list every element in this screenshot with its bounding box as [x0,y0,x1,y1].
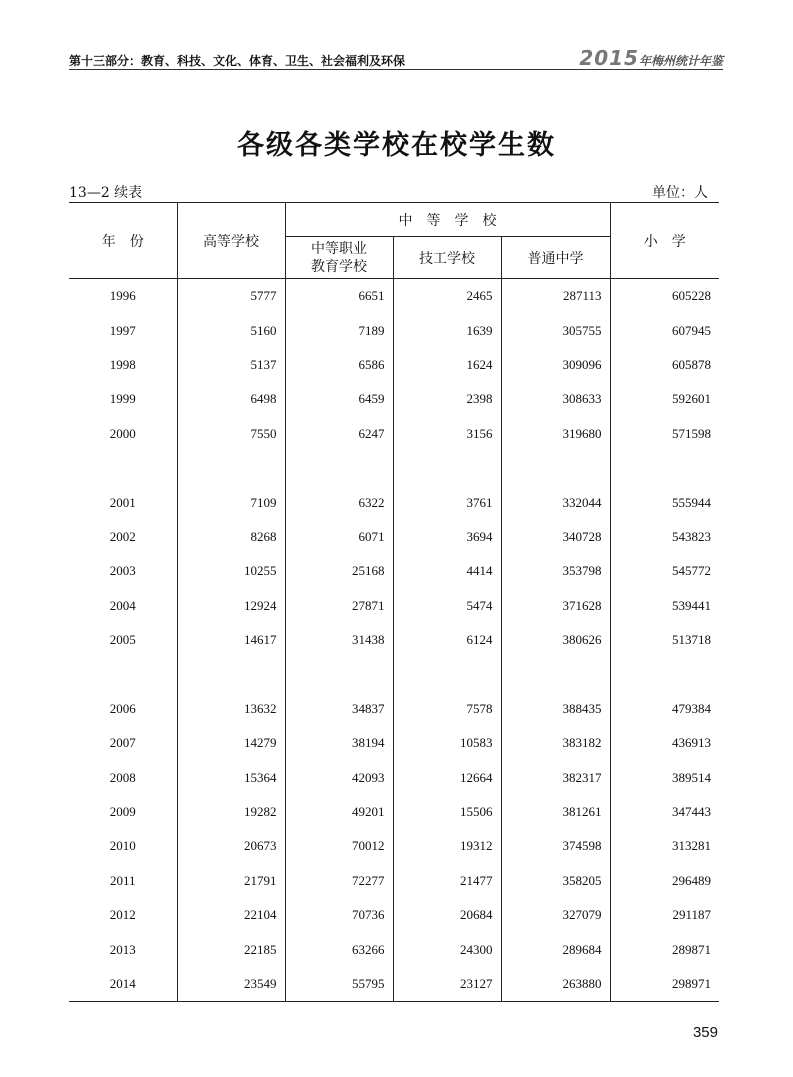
cell-technical: 3156 [393,417,501,451]
cell-year: 2001 [109,494,136,510]
cell-vocational: 7189 [285,313,393,347]
cell-primary: 291187 [610,898,719,932]
cell-technical: 3761 [393,485,501,519]
cell-higher: 22104 [177,898,285,932]
table-row [69,589,719,623]
cell-vocational: 6247 [285,417,393,451]
cell-general: 371628 [501,589,610,623]
cell-general: 353798 [501,554,610,588]
col-header-general: 普通中学 [501,237,610,279]
cell-primary: 545772 [610,554,719,588]
cell-year: 2014 [69,967,177,1002]
cell-primary: 313281 [610,829,719,863]
cell-primary: 479384 [610,692,719,726]
table-body [69,279,719,1002]
students-table [69,202,719,1002]
cell-year: 2009 [109,804,136,820]
yearbook-name: 年梅州统计年鉴 [638,54,723,68]
cell-general: 309096 [501,348,610,382]
cell-higher: 22185 [177,932,285,966]
cell-year: 2004 [109,597,136,613]
cell-technical: 7578 [393,692,501,726]
cell-general: 358205 [501,864,610,898]
cell-vocational: 6651 [285,279,393,314]
cell-general: 381261 [501,795,610,829]
cell-higher: 5777 [177,279,285,314]
cell-higher: 21791 [177,864,285,898]
cell-general: 305755 [501,313,610,347]
cell-higher: 7109 [177,485,285,519]
cell-technical: 24300 [393,932,501,966]
cell-vocational: 25168 [285,554,393,588]
cell-primary: 389514 [610,760,719,794]
cell-technical: 20684 [393,898,501,932]
cell-higher: 14279 [177,726,285,760]
table-row [69,692,719,726]
cell-higher: 12924 [177,589,285,623]
cell-general: 319680 [501,417,610,451]
cell-higher: 13632 [177,692,285,726]
table-row [69,279,719,314]
unit-label: 单位：人 [652,185,708,201]
header-rule [69,69,723,70]
cell-primary: 289871 [610,932,719,966]
cell-vocational: 38194 [285,726,393,760]
cell-vocational: 55795 [285,967,393,1002]
cell-year: 2002 [109,528,136,544]
cell-higher: 5160 [177,313,285,347]
cell-technical: 3694 [393,520,501,554]
cell-year: 1999 [109,391,136,407]
table-row [69,382,719,416]
cell-higher: 20673 [177,829,285,863]
cell-primary: 605228 [610,279,719,314]
cell-year: 2011 [109,872,136,888]
cell-higher: 19282 [177,795,285,829]
page-title: 各级各类学校在校学生数 [237,130,556,161]
cell-higher: 23549 [177,967,285,1002]
cell-general: 383182 [501,726,610,760]
cell-year: 2005 [109,632,136,648]
table-id: 13—2 续表 [69,185,143,201]
cell-technical: 4414 [393,554,501,588]
spacer-cell [69,451,177,485]
cell-general: 340728 [501,520,610,554]
cell-higher: 10255 [177,554,285,588]
cell-general: 263880 [501,967,610,1002]
running-header-section: 第十三部分：教育、科技、文化、体育、卫生、社会福利及环保 [69,54,406,68]
spacer-cell [501,451,610,485]
col-header-technical: 技工学校 [393,237,501,279]
cell-general: 289684 [501,932,610,966]
cell-vocational: 49201 [285,795,393,829]
col-header-vocational [285,237,393,279]
cell-vocational: 70012 [285,829,393,863]
col-header-primary: 小 学 [610,203,719,279]
cell-primary: 571598 [610,417,719,451]
cell-higher: 15364 [177,760,285,794]
spacer-cell [177,657,285,691]
cell-year: 2003 [109,563,136,579]
spacer-cell [610,451,719,485]
cell-vocational: 34837 [285,692,393,726]
yearbook-year: 2015 [579,46,639,70]
cell-primary: 436913 [610,726,719,760]
cell-technical: 10583 [393,726,501,760]
cell-higher: 14617 [177,623,285,657]
cell-vocational: 63266 [285,932,393,966]
col-header-year: 年 份 [69,203,177,279]
cell-technical: 21477 [393,864,501,898]
col-header-vocational-line2: 教育学校 [311,258,367,275]
col-header-secondary-group: 中 等 学 校 [285,203,610,237]
cell-vocational: 31438 [285,623,393,657]
table-row [69,760,719,794]
spacer-cell [610,657,719,691]
table-row [69,348,719,382]
cell-year: 1996 [109,288,136,304]
cell-year: 2012 [109,907,136,923]
cell-general: 374598 [501,829,610,863]
table-row [69,554,719,588]
cell-higher: 5137 [177,348,285,382]
cell-vocational: 6322 [285,485,393,519]
cell-year: 1998 [109,356,136,372]
spacer-cell [393,657,501,691]
table-row [69,726,719,760]
cell-primary: 555944 [610,485,719,519]
table-row [69,520,719,554]
cell-general: 308633 [501,382,610,416]
cell-year: 2008 [109,769,136,785]
table-row [69,313,719,347]
cell-technical: 2465 [393,279,501,314]
cell-primary: 298971 [610,967,719,1002]
cell-higher: 6498 [177,382,285,416]
cell-technical: 12664 [393,760,501,794]
cell-vocational: 72277 [285,864,393,898]
cell-primary: 592601 [610,382,719,416]
spacer-cell [501,657,610,691]
table-row [69,623,719,657]
spacer-cell [393,451,501,485]
col-header-higher: 高等学校 [177,203,285,279]
cell-vocational: 6459 [285,382,393,416]
cell-primary: 296489 [610,864,719,898]
cell-general: 327079 [501,898,610,932]
cell-primary: 607945 [610,313,719,347]
row-spacer [69,451,719,485]
cell-technical: 19312 [393,829,501,863]
cell-vocational: 42093 [285,760,393,794]
table-row [69,485,719,519]
cell-year: 2007 [109,735,136,751]
cell-primary: 347443 [610,795,719,829]
cell-year: 2010 [109,838,136,854]
cell-technical: 1639 [393,313,501,347]
spacer-cell [177,451,285,485]
cell-year: 1997 [109,322,136,338]
page-number: 359 [692,1024,718,1041]
table-row [69,898,719,932]
table-row [69,417,719,451]
cell-higher: 8268 [177,520,285,554]
running-header-book [579,46,723,70]
cell-higher: 7550 [177,417,285,451]
cell-general: 382317 [501,760,610,794]
table-row [69,829,719,863]
cell-technical: 1624 [393,348,501,382]
cell-technical: 5474 [393,589,501,623]
table-row [69,795,719,829]
cell-technical: 15506 [393,795,501,829]
cell-technical: 6124 [393,623,501,657]
cell-year: 2000 [109,425,136,441]
cell-year: 2013 [109,941,136,957]
table-row [69,932,719,966]
cell-primary: 513718 [610,623,719,657]
cell-primary: 539441 [610,589,719,623]
table-row [69,967,719,1002]
cell-vocational: 6586 [285,348,393,382]
cell-primary: 605878 [610,348,719,382]
cell-general: 287113 [501,279,610,314]
cell-general: 332044 [501,485,610,519]
spacer-cell [69,657,177,691]
cell-technical: 23127 [393,967,501,1002]
cell-primary: 543823 [610,520,719,554]
row-spacer [69,657,719,691]
cell-technical: 2398 [393,382,501,416]
cell-vocational: 70736 [285,898,393,932]
table-row [69,864,719,898]
col-header-vocational-line1: 中等职业 [311,240,367,257]
cell-general: 388435 [501,692,610,726]
cell-general: 380626 [501,623,610,657]
spacer-cell [285,451,393,485]
cell-vocational: 27871 [285,589,393,623]
spacer-cell [285,657,393,691]
cell-year: 2006 [109,700,136,716]
cell-vocational: 6071 [285,520,393,554]
